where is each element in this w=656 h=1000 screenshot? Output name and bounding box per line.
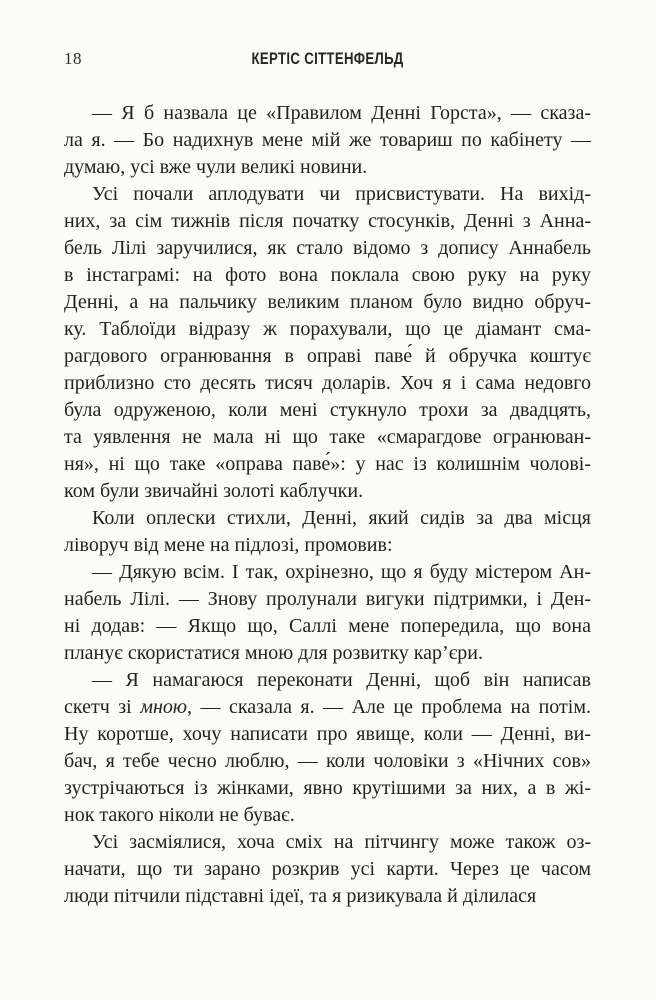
text-line: рагдового огранювання в оправі паве́ й обручка коштує [64, 345, 591, 367]
text-line: набель Лілі. — Знову пролунали вигуки підтримки, і Ден- [64, 588, 591, 610]
text-line: нок такого ніколи не буває. [64, 804, 295, 826]
text-line: зустрічаються із жінками, явно крутішими за них, а в жі- [64, 777, 591, 799]
text-line: — Дякую всім. І так, охрінезно, що я буду містером Ан- [92, 561, 591, 583]
paragraph [64, 559, 591, 667]
text-line: ні додав: — Якщо що, Саллі мене попередила, що вона [64, 615, 591, 637]
text-line: Денні, а на пальчику великим планом було видно обруч- [64, 291, 591, 313]
running-title: КЕРТІС СІТТЕНФЕЛЬД [251, 50, 404, 68]
text-line: приблизно сто десять тисяч доларів. Хоч я і сама недовго [64, 372, 591, 394]
text-line: ком були звичайні золоті каблучки. [64, 480, 364, 502]
text-line: начати, що ти зарано розкрив усі карти. Через це часом [64, 858, 591, 880]
text-line: ня», ні що таке «оправа паве́»: у нас із колишнім чолові- [64, 453, 591, 475]
paragraph [64, 505, 591, 559]
text-line: них, за сім тижнів після початку стосунків, Денні з Анна- [64, 210, 591, 232]
paragraph [64, 181, 591, 505]
text-line: була одруженою, коли мені стукнуло трохи за двадцять, [64, 399, 591, 421]
text-line: та уявлення не мала ні що таке «смарагдове огранюван- [64, 426, 591, 448]
text-line: Усі засміялися, хоча сміх на пітчингу може також оз- [92, 831, 591, 853]
text-line: — Я намагаюся переконати Денні, щоб він написав [92, 669, 591, 691]
text-line: ла я. — Бо надихнув мене мій же товариш по кабінету — [64, 129, 591, 151]
text-line: планує скористатися мною для розвитку кар’єри. [64, 642, 483, 664]
text-line: Ну коротше, хочу написати про явище, коли — Денні, ви- [64, 723, 591, 745]
text-line: думаю, усі вже чули великі новини. [64, 156, 368, 178]
text-line: в інстаграмі: на фото вона поклала свою руку на руку [64, 264, 591, 286]
body-text [64, 100, 591, 910]
page-number: 18 [64, 49, 82, 68]
paragraph [64, 100, 591, 181]
page-header [64, 48, 591, 70]
text-line: бель Лілі заручилися, як стало відомо з допису Аннабель [64, 237, 591, 259]
text-line: ліворуч від мене на підлозі, промовив: [64, 534, 393, 556]
text-line: Усі почали аплодувати чи присвистувати. На вихід- [92, 183, 591, 205]
paragraph [64, 667, 591, 829]
text-line: Коли оплески стихли, Денні, який сидів за два місця [92, 507, 591, 529]
text-line: бач, я тебе чесно люблю, — коли чоловіки з «Нічних сов» [64, 750, 591, 772]
paragraph [64, 829, 591, 910]
text-line: — Я б назвала це «Правилом Денні Горста», — сказа- [92, 102, 591, 124]
text-line: скетч зі мною, — сказала я. — Але це проблема на потім. [64, 696, 591, 718]
text-line: ку. Таблоїди відразу ж порахували, що це діамант сма- [64, 318, 591, 340]
text-line: люди пітчили підставні ідеї, та я ризикувала й ділилася [64, 885, 537, 907]
